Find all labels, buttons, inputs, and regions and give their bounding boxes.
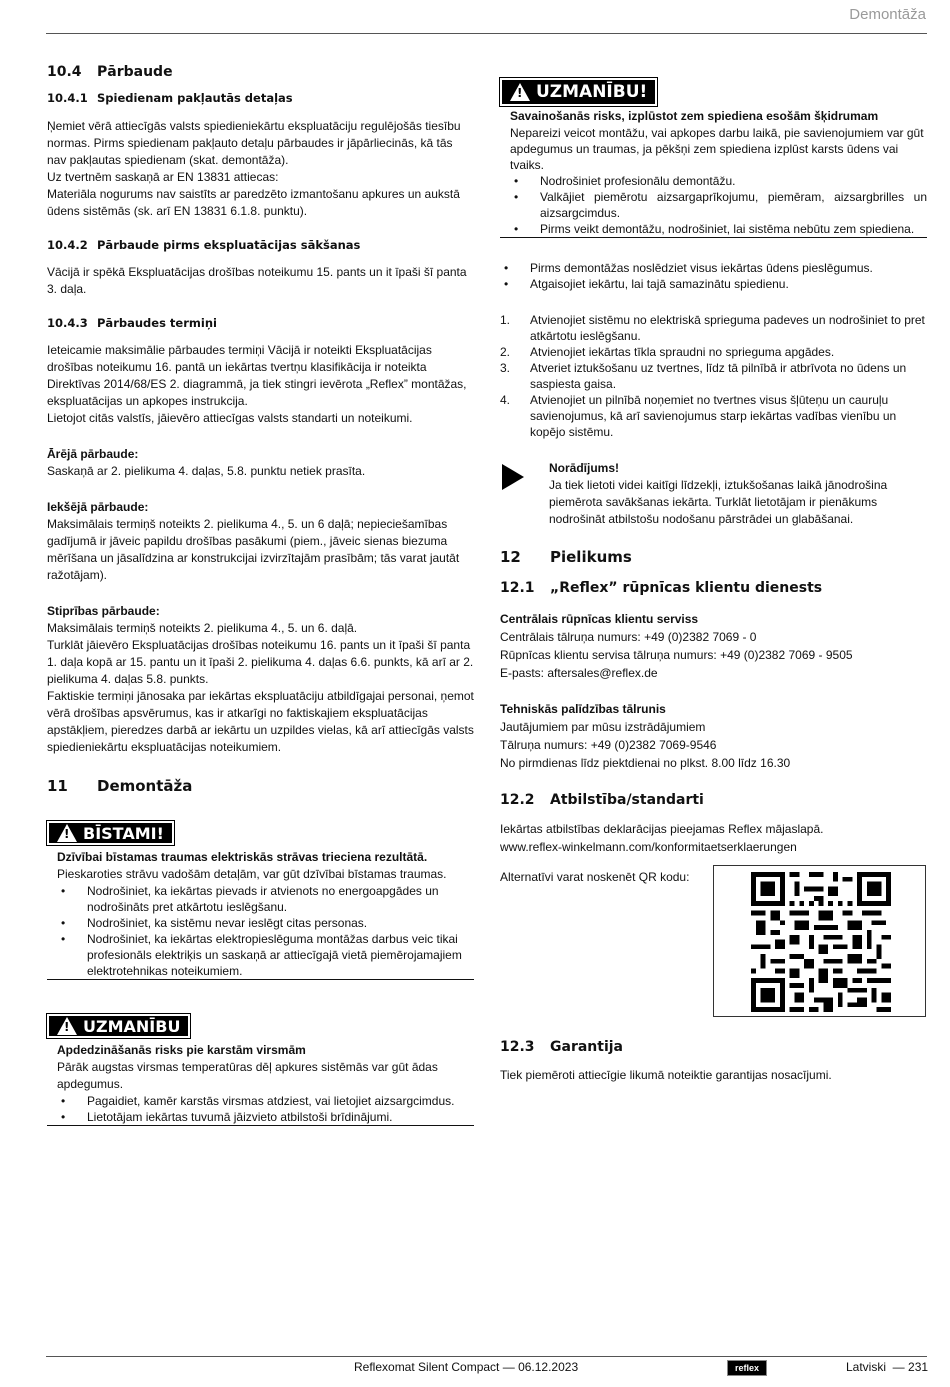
warning-triangle-icon xyxy=(57,1017,77,1035)
left-column xyxy=(47,60,474,1126)
paragraph: Maksimālais termiņš noteikts 2. pielikuma 4., 5. un 6. daļā. xyxy=(47,621,358,635)
heading-12-1: 12.1 „Reflex” rūpnīcas klientu dienests xyxy=(500,580,823,596)
service-title: Centrālais rūpnīcas klientu serviss xyxy=(500,612,699,626)
heading-12-2: 12.2 Atbilstība/standarti xyxy=(500,792,704,808)
conformity-link[interactable]: www.reflex-winkelmann.com/konformitaetserklaerungen xyxy=(500,840,797,854)
danger-badge: ! BĪSTAMI! xyxy=(47,821,174,845)
header-rule xyxy=(46,33,927,34)
paragraph: Uz tvertnēm saskaņā ar EN 13831 attiecas: xyxy=(47,170,279,184)
danger-text: Pieskaroties strāvu vadošām detaļām, var gūt dzīvībai bīstamas traumas. xyxy=(57,867,447,881)
footer-rule xyxy=(46,1356,927,1357)
list-item: • Lietotājam iekārtas tuvumā jāizvieto atbilstoši brīdinājumi. xyxy=(57,1109,474,1125)
subheading-outer-inspection: Ārējā pārbaude: xyxy=(47,447,139,461)
play-arrow-icon xyxy=(502,464,524,490)
heading-10-4-2: 10.4.2 Pārbaude pirms ekspluatācijas sākšanas xyxy=(47,238,361,252)
heading-10-4: 10.4 Pārbaude xyxy=(47,64,173,80)
paragraph: Lietojot citās valstīs, jāievēro attiecīgas valsts standarti un noteikumi. xyxy=(47,411,413,425)
warranty-section xyxy=(500,1039,927,1084)
warning-triangle-icon xyxy=(57,824,77,842)
note-box xyxy=(500,460,927,528)
note-text: Ja tiek lietoti videi kaitīgi līdzekļi, iztukšošanas laikā jānodrošina piemērota savākšanas iekārta. Turklāt lietotājam ir pienākums nodrošināt atbilstošu nodošanu pārstrādei un glabāšanai. xyxy=(549,478,888,526)
heading-10-4-1: 10.4.1 Spiedienam pakļautās detaļas xyxy=(47,91,293,105)
qr-code-frame xyxy=(713,865,926,1017)
warning-triangle-icon xyxy=(510,83,530,101)
tech-line: Jautājumiem par mūsu izstrādājumiem xyxy=(500,720,706,734)
qr-caption: Alternatīvi varat noskenēt QR kodu: xyxy=(500,870,690,884)
list-item: • Pirms demontāžas noslēdziet visus iekārtas ūdens pieslēgumus. xyxy=(500,260,927,276)
danger-body xyxy=(47,849,474,979)
conformity-line: Iekārtas atbilstības deklarācijas pieejamas Reflex mājaslapā. xyxy=(500,822,824,836)
caution-body xyxy=(47,1042,474,1125)
heading-11: 11 Demontāža xyxy=(47,777,193,795)
caution-pressure-box xyxy=(500,78,927,238)
qr-code-icon[interactable] xyxy=(751,872,891,1012)
tech-support-title: Tehniskās palīdzības tālrunis xyxy=(500,702,666,716)
step-item: 3. Atveriet iztukšošanu uz tvertnes, līdz tā pilnībā ir atbrīvota no ūdens un saspiesta gaisa. xyxy=(500,361,907,391)
running-header: Demontāža xyxy=(849,6,926,23)
caution-title: Apdedzināšanās risks pie karstām virsmām xyxy=(57,1043,306,1057)
caution-text: Pārāk augstas virsmas temperatūras dēļ apkures sistēmās var gūt ādas apdegumus. xyxy=(57,1060,438,1091)
subheading-strength-test: Stiprības pārbaude: xyxy=(47,604,160,618)
danger-title: Dzīvībai bīstamas traumas elektriskās strāvas trieciena rezultātā. xyxy=(57,850,428,864)
note-body xyxy=(549,460,927,528)
paragraph: Materiāla nogurums nav saistīts ar paredzēto izmantošanu apkures un aukstā ūdens sistēmās (sk. arī EN 13831 6.1.8. punktu). xyxy=(47,187,460,218)
list-item: • Nodrošiniet, ka iekārtas pievads ir atvienots no energoapgādes un nodrošināts pret atkārtotu ieslēgšanu. xyxy=(57,883,474,915)
list-item: • Atgaisojiet iekārtu, lai tajā samazinātu spiedienu. xyxy=(500,276,927,292)
list-item: • Nodrošiniet, ka sistēmu nevar ieslēgt citas personas. xyxy=(57,915,474,931)
service-line: Centrālais tālruņa numurs: +49 (0)2382 7069 - 0 xyxy=(500,630,757,644)
caution-bullets xyxy=(510,173,927,237)
note-title: Norādījums! xyxy=(549,461,620,475)
heading-12-3: 12.3 Garantija xyxy=(500,1039,623,1055)
step-item: 1. Atvienojiet sistēmu no elektriskā sprieguma padeves un nodrošiniet to pret atkārtotu ieslēgšanu. xyxy=(500,313,925,343)
paragraph: Ieteicamie maksimālie pārbaudes termiņi Vācijā ir noteikti Ekspluatācijas drošības noteikumu 16. pantā un iekārtas tvertņu klasifikācija ir noteikta Direktīvas 2014/68/ES 2. diagrammā, ja tiek stingri ievērota „Reflex” montāžas, ekspluatācijas un apkopes instrukcija. xyxy=(47,343,467,408)
service-line: Rūpnīcas klientu servisa tālruņa numurs: +49 (0)2382 7069 - 9505 xyxy=(500,648,853,662)
right-column xyxy=(500,78,927,886)
footer-doc-title: Reflexomat Silent Compact — 06.12.2023 xyxy=(354,1360,579,1374)
paragraph: Faktiskie termiņi jānosaka par iekārtas ekspluatāciju atbildīgajai personai, ņemot vērā drošības apsvērumus, kas ir atkarīgi no faktiskajiem ekspluatācijas apstākļiem, pieredzes darbā ar iekārtu un uzpildes vielas, kā arī attiecīgās valsts spiedieniekārtu ekspluatācijas noteikumiem. xyxy=(47,689,474,754)
list-item: • Nodrošiniet profesionālu demontāžu. xyxy=(510,173,927,189)
caution-badge: ! UZMANĪBU xyxy=(47,1014,190,1038)
caution-warning-box xyxy=(47,1014,474,1126)
list-item: • Nodrošiniet, ka iekārtas elektropieslēguma montāžas darbus veic tikai profesionāls elektriķis un saskaņā ar attiecīgajā vietā piemērojamajiem elektrotehnikas noteikumiem. xyxy=(57,931,474,979)
paragraph: Vācijā ir spēkā Ekspluatācijas drošības noteikumu 15. pants un it īpaši šī panta 3. daļa. xyxy=(47,265,467,296)
warranty-text: Tiek piemēroti attiecīgie likumā noteiktie garantijas nosacījumi. xyxy=(500,1068,832,1082)
paragraph: Saskaņā ar 2. pielikuma 4. daļas, 5.8. punktu netiek prasīta. xyxy=(47,464,366,478)
step-item: 2. Atvienojiet iekārtas tīkla spraudni no sprieguma apgādes. xyxy=(500,345,835,359)
caution-body xyxy=(500,108,927,237)
pre-steps-bullets xyxy=(500,260,927,292)
paragraph: Turklāt jāievēro Ekspluatācijas drošības noteikumu 16. pants un it īpaši šī panta 1. daļa kopā ar 15. pantu un it īpaši 2. pielikuma 4. daļas 6.6. punkts, kā arī ar 2. pielikuma 4. daļas 5.8. punkts. xyxy=(47,638,474,686)
heading-10-4-3: 10.4.3 Pārbaudes termiņi xyxy=(47,316,217,330)
heading-12: 12 Pielikums xyxy=(500,548,632,566)
subheading-inner-inspection: Iekšējā pārbaude: xyxy=(47,500,149,514)
danger-bullets xyxy=(57,883,474,979)
service-line: E-pasts: aftersales@reflex.de xyxy=(500,666,658,680)
paragraph: Ņemiet vērā attiecīgās valsts spiedieniekārtu ekspluatāciju regulējošās tiesību normas. Pirms spiedienam pakļauto detaļu pārbaudes ir jāpārliecinās, kā tās nav pakļautas spiedienam (skat. demontāža). xyxy=(47,119,461,167)
danger-warning-box xyxy=(47,821,474,980)
tech-line: Tālruņa numurs: +49 (0)2382 7069-9546 xyxy=(500,738,717,752)
caution-badge: ! UZMANĪBU! xyxy=(500,78,657,106)
list-item: • Valkājiet piemērotu aizsargaprīkojumu, piemēram, aizsargbrilles un aizsargcimdus. xyxy=(510,189,927,221)
reflex-logo: reflex xyxy=(727,1360,767,1376)
caution-title: Savainošanās risks, izplūstot zem spiediena esošām šķidrumam xyxy=(510,109,879,123)
dismantling-steps xyxy=(500,312,927,440)
tech-line: No pirmdienas līdz piektdienai no plkst. 8.00 līdz 16.30 xyxy=(500,756,791,770)
caution-text: Nepareizi veicot montāžu, vai apkopes darbu laikā, pie savienojumiem var gūt apdegumus un traumas, ja pēkšņi zem spiediena izplūst karsts ūdens vai tvaiks. xyxy=(510,126,924,172)
step-item: 4. Atvienojiet un pilnībā noņemiet no tvertnes visus šļūteņu un cauruļu savienojumus, kā arī savienojumus starp iekārtas vadības vienību un kopējo sistēmu. xyxy=(500,393,897,439)
list-item: • Pagaidiet, kamēr karstās virsmas atdziest, vai lietojiet aizsargcimdus. xyxy=(57,1093,474,1109)
paragraph: Maksimālais termiņš noteikts 2. pielikuma 4., 5. un 6 daļā; nepieciešamības gadījumā ir jāveic papildu drošības pasākumi (piem., jāveic sienas biezuma mērīšana un jāsalīdzina ar konstrukcijai izvirzītajām prasībām; tās varat jautāt ražotājam). xyxy=(47,517,460,582)
footer-page: Latviski — 231 xyxy=(846,1360,929,1374)
list-item: • Pirms veikt demontāžu, nodrošiniet, lai sistēma nebūtu zem spiediena. xyxy=(510,221,927,237)
caution-bullets xyxy=(57,1093,474,1125)
